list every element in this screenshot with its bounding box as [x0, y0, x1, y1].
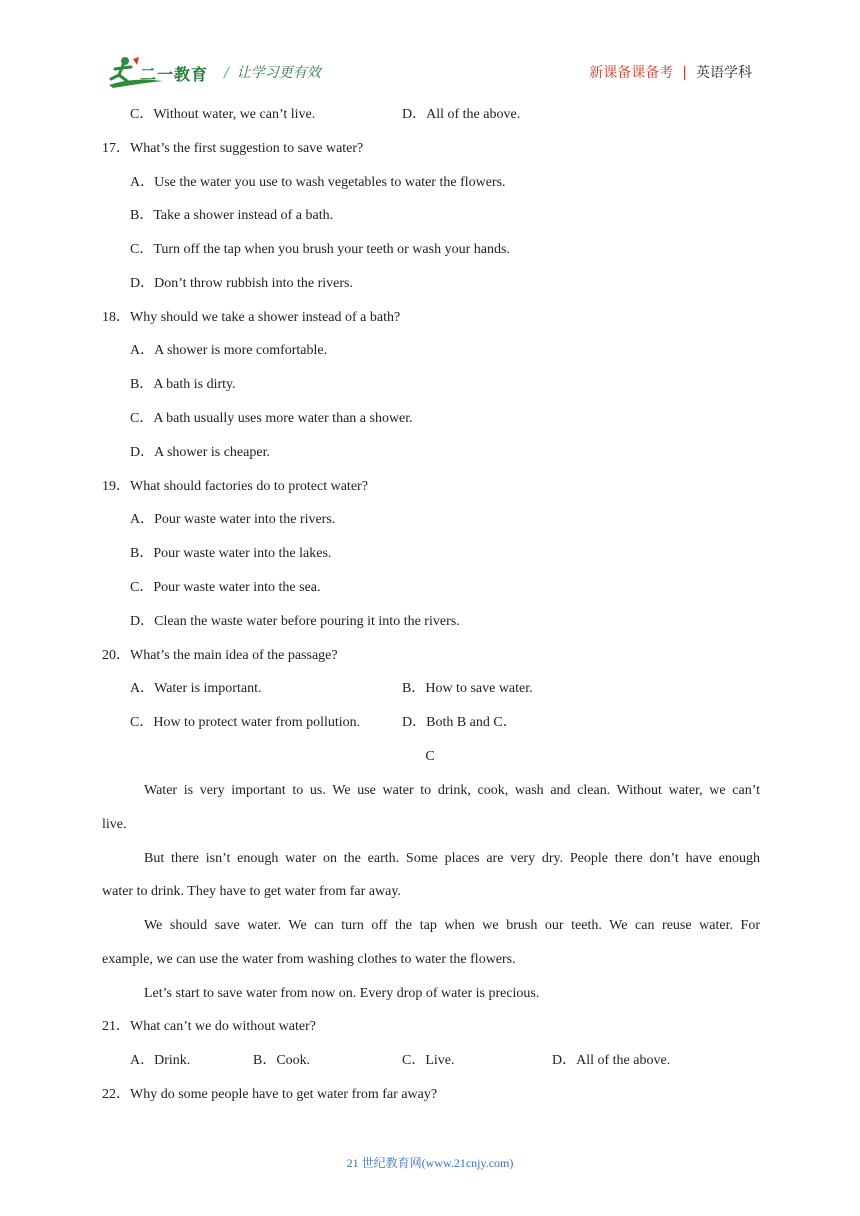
option-19a: A．Pour waste water into the rivers.	[130, 512, 336, 527]
slogan: / 让学习更有效	[224, 65, 321, 81]
page-footer[interactable]: 21 世纪教育网(www.21cnjy.com)	[346, 1156, 514, 1170]
logo-text: 二一教育	[140, 65, 209, 84]
passage-p4: Let’s start to save water from now on. Every drop of water is precious.	[144, 986, 540, 1001]
option-20a: A．Water is important.	[130, 681, 262, 696]
passage-p2-line1: But there isn’t enough water on the earth. Some places are very dry. People there don’t have enough	[144, 851, 760, 866]
option-16d: D．All of the above.	[402, 107, 521, 122]
option-17a: A．Use the water you use to wash vegetables to water the flowers.	[130, 175, 506, 190]
option-17b: B．Take a shower instead of a bath.	[130, 208, 334, 223]
option-20d: D．Both B and C．	[402, 715, 517, 730]
option-16c: C．Without water, we can’t live.	[130, 107, 316, 122]
option-17c: C．Turn off the tap when you brush your teeth or wash your hands.	[130, 242, 510, 257]
option-19d: D．Clean the waste water before pouring it into the rivers.	[130, 614, 460, 629]
page-header	[0, 0, 860, 96]
passage-p1-line2: live.	[102, 817, 127, 832]
passage-p2-line2: water to drink. They have to get water from far away.	[102, 884, 401, 899]
option-21b: B．Cook.	[253, 1053, 311, 1068]
passage-p3-line1: We should save water. We can turn off the tap when we brush our teeth. We can reuse water. For	[144, 918, 760, 933]
option-18d: D．A shower is cheaper.	[130, 445, 270, 460]
option-17d: D．Don’t throw rubbish into the rivers.	[130, 276, 353, 291]
option-20c: C．How to protect water from pollution.	[130, 715, 361, 730]
question-22: 22．Why do some people have to get water from far away?	[102, 1087, 438, 1102]
slogan-text: 让学习更有效	[236, 65, 321, 81]
question-18: 18．Why should we take a shower instead of a bath?	[102, 310, 401, 325]
passage-p1-line1: Water is very important to us. We use water to drink, cook, wash and clean. Without water, we can’t	[144, 783, 760, 798]
header-subject: 新课备课备考 | 英语学科	[589, 65, 752, 81]
option-21d: D．All of the above.	[552, 1053, 671, 1068]
question-20: 20．What’s the main idea of the passage?	[102, 648, 338, 663]
header-red-text: 新课备课备考	[589, 65, 674, 81]
option-18a: A．A shower is more comfortable.	[130, 343, 328, 358]
option-21c: C．Live.	[402, 1053, 455, 1068]
question-21: 21．What can’t we do without water?	[102, 1019, 316, 1034]
section-heading: C	[425, 749, 435, 764]
option-21a: A．Drink.	[130, 1053, 191, 1068]
question-19: 19．What should factories do to protect water?	[102, 479, 368, 494]
header-subject-text: 英语学科	[696, 65, 752, 81]
option-19c: C．Pour waste water into the sea.	[130, 580, 321, 595]
option-18c: C．A bath usually uses more water than a shower.	[130, 411, 413, 426]
option-20b: B．How to save water.	[402, 681, 533, 696]
question-17: 17．What’s the first suggestion to save water?	[102, 141, 364, 156]
option-18b: B．A bath is dirty.	[130, 377, 236, 392]
passage-p3-line2: example, we can use the water from washing clothes to water the flowers.	[102, 952, 516, 967]
option-19b: B．Pour waste water into the lakes.	[130, 546, 332, 561]
